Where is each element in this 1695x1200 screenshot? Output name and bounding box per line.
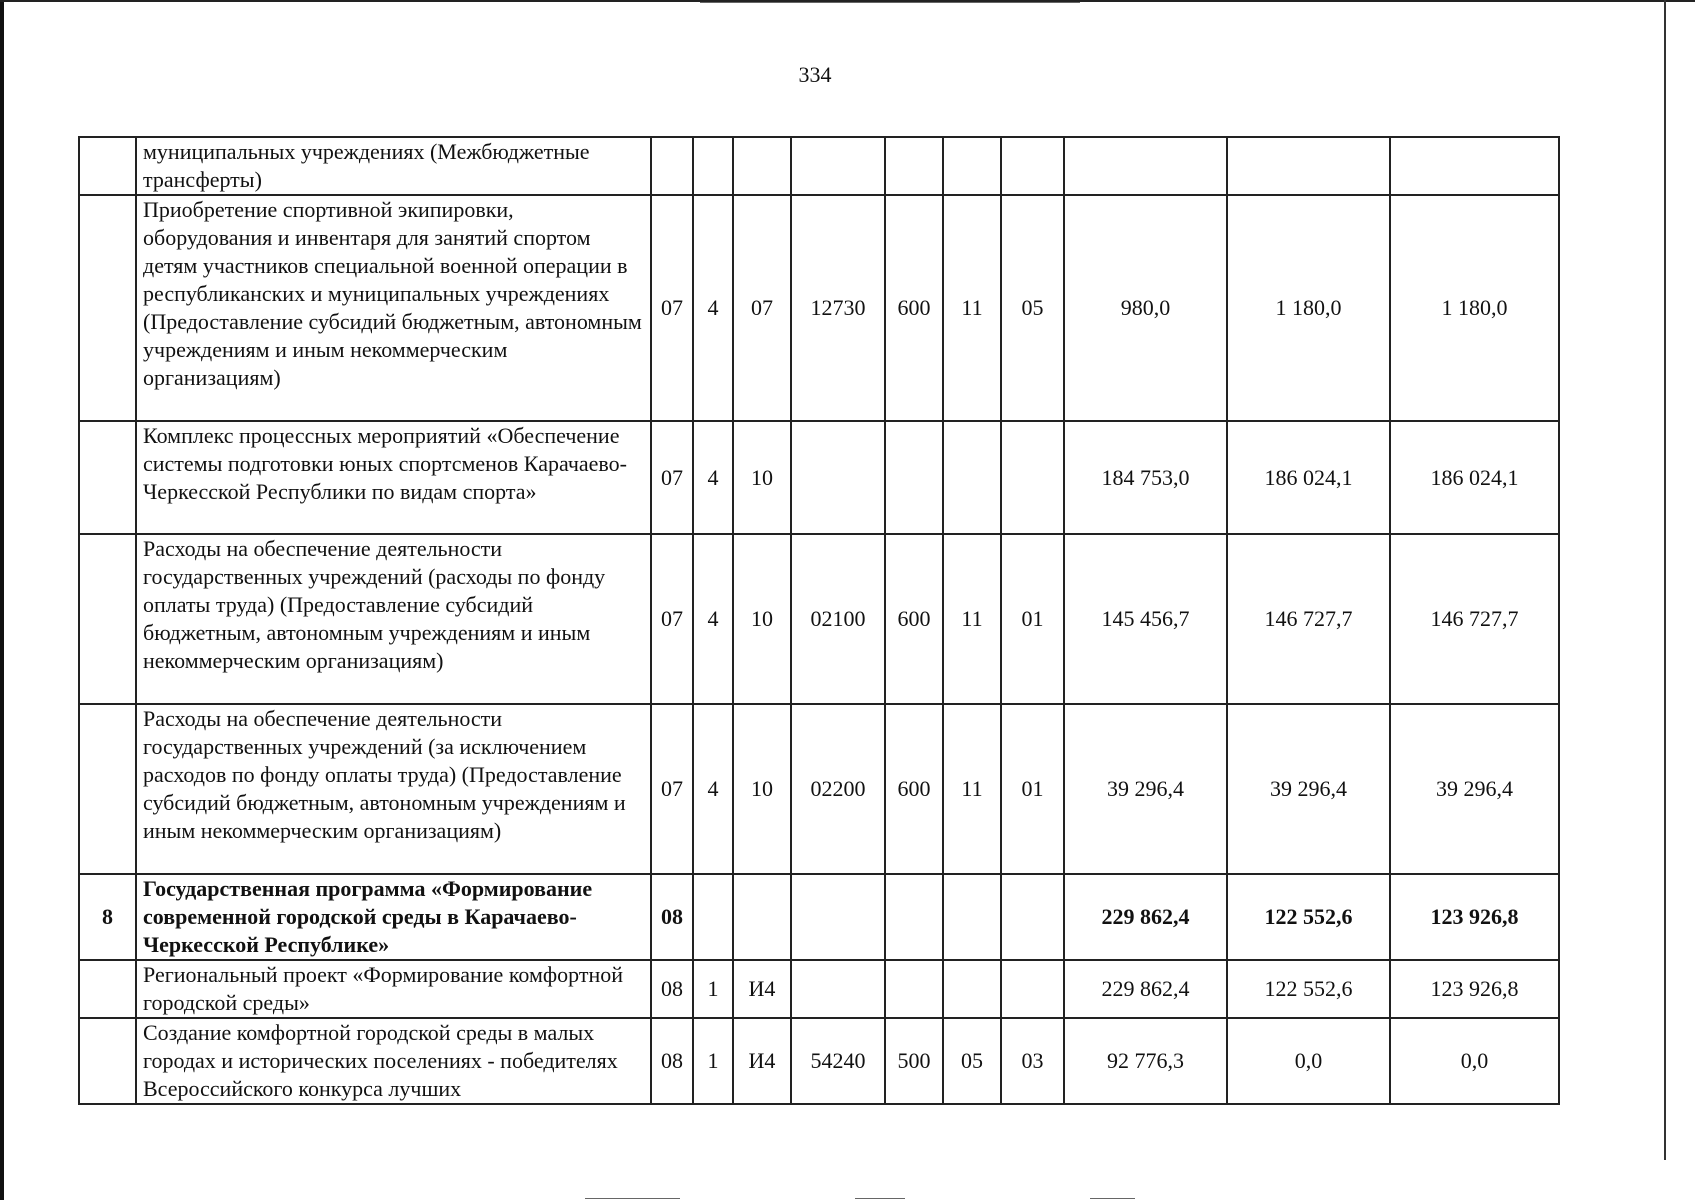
code-cell [943, 960, 1001, 1018]
code-cell: 12730 [791, 195, 885, 421]
scan-mark [585, 1198, 680, 1199]
amount-cell: 1 180,0 [1390, 195, 1559, 421]
code-cell [943, 421, 1001, 534]
code-cell [1001, 874, 1064, 960]
code-cell: 600 [885, 534, 943, 704]
row-name-cell: Создание комфортной городской среды в малых городах и исторических поселениях - победителях Всероссийского конкурса лучших [136, 1018, 651, 1104]
row-number-cell [79, 421, 136, 534]
code-cell: 05 [1001, 195, 1064, 421]
amount-cell: 980,0 [1064, 195, 1227, 421]
amount-cell: 229 862,4 [1064, 960, 1227, 1018]
amount-cell: 39 296,4 [1064, 704, 1227, 874]
amount-cell: 0,0 [1390, 1018, 1559, 1104]
code-cell [791, 960, 885, 1018]
code-cell: 10 [733, 534, 791, 704]
row-number-cell [79, 137, 136, 195]
code-cell [1001, 137, 1064, 195]
code-cell: 500 [885, 1018, 943, 1104]
amount-cell [1064, 137, 1227, 195]
code-cell [791, 421, 885, 534]
row-name-cell: Приобретение спортивной экипировки, оборудования и инвентаря для занятий спортом детям участников специальной военной операции в республиканских и муниципальных учреждениях (Предоставление субсидий бюджетным, автономным учреждениям и иным некоммерческим организациям) [136, 195, 651, 421]
scan-mark [855, 1198, 905, 1199]
code-cell: 03 [1001, 1018, 1064, 1104]
code-cell [651, 137, 693, 195]
table-row [79, 704, 1559, 874]
table-row-program [79, 874, 1559, 960]
amount-cell: 1 180,0 [1227, 195, 1390, 421]
code-cell [733, 874, 791, 960]
page-edge-left [0, 0, 4, 1200]
code-cell [885, 874, 943, 960]
code-cell: 02100 [791, 534, 885, 704]
amount-cell: 123 926,8 [1390, 960, 1559, 1018]
amount-cell [1390, 137, 1559, 195]
code-cell: 07 [651, 534, 693, 704]
amount-cell: 92 776,3 [1064, 1018, 1227, 1104]
amount-cell: 229 862,4 [1064, 874, 1227, 960]
code-cell: 54240 [791, 1018, 885, 1104]
amount-cell: 184 753,0 [1064, 421, 1227, 534]
table-row [79, 195, 1559, 421]
row-number-cell [79, 534, 136, 704]
row-name-cell: муниципальных учреждениях (Межбюджетные трансферты) [136, 137, 651, 195]
code-cell [1001, 960, 1064, 1018]
row-number-cell [79, 1018, 136, 1104]
amount-cell [1227, 137, 1390, 195]
amount-cell: 39 296,4 [1390, 704, 1559, 874]
code-cell: 01 [1001, 534, 1064, 704]
table-row [79, 421, 1559, 534]
code-cell: 600 [885, 704, 943, 874]
code-cell [693, 137, 733, 195]
amount-cell: 122 552,6 [1227, 874, 1390, 960]
code-cell: 10 [733, 704, 791, 874]
scan-mark [700, 2, 1080, 3]
code-cell [943, 874, 1001, 960]
code-cell: 05 [943, 1018, 1001, 1104]
code-cell [885, 421, 943, 534]
code-cell: 10 [733, 421, 791, 534]
code-cell [943, 137, 1001, 195]
code-cell: 11 [943, 534, 1001, 704]
code-cell: 07 [651, 195, 693, 421]
code-cell [885, 960, 943, 1018]
amount-cell: 186 024,1 [1390, 421, 1559, 534]
code-cell: 08 [651, 960, 693, 1018]
code-cell [791, 137, 885, 195]
code-cell: 01 [1001, 704, 1064, 874]
amount-cell: 146 727,7 [1390, 534, 1559, 704]
code-cell [791, 874, 885, 960]
row-name-cell: Расходы на обеспечение деятельности государственных учреждений (расходы по фонду оплаты труда) (Предоставление субсидий бюджетным, автономным учреждениям и иным некоммерческим организациям) [136, 534, 651, 704]
code-cell: 4 [693, 704, 733, 874]
code-cell: 4 [693, 421, 733, 534]
row-number-cell [79, 704, 136, 874]
code-cell: 1 [693, 960, 733, 1018]
budget-table [78, 136, 1560, 1105]
table-row [79, 534, 1559, 704]
row-name-cell: Государственная программа «Формирование современной городской среды в Карачаево-Черкесской Республике» [136, 874, 651, 960]
code-cell: 07 [651, 421, 693, 534]
code-cell: 07 [733, 195, 791, 421]
table-row [79, 960, 1559, 1018]
code-cell [1001, 421, 1064, 534]
code-cell: 07 [651, 704, 693, 874]
code-cell: 4 [693, 534, 733, 704]
code-cell: 08 [651, 1018, 693, 1104]
code-cell: И4 [733, 960, 791, 1018]
row-name-cell: Региональный проект «Формирование комфортной городской среды» [136, 960, 651, 1018]
amount-cell: 122 552,6 [1227, 960, 1390, 1018]
amount-cell: 123 926,8 [1390, 874, 1559, 960]
code-cell [693, 874, 733, 960]
row-number-cell: 8 [79, 874, 136, 960]
amount-cell: 145 456,7 [1064, 534, 1227, 704]
amount-cell: 0,0 [1227, 1018, 1390, 1104]
code-cell: 11 [943, 704, 1001, 874]
code-cell: 1 [693, 1018, 733, 1104]
code-cell: 11 [943, 195, 1001, 421]
amount-cell: 186 024,1 [1227, 421, 1390, 534]
code-cell [885, 137, 943, 195]
table-row [79, 1018, 1559, 1104]
code-cell: И4 [733, 1018, 791, 1104]
row-number-cell [79, 960, 136, 1018]
amount-cell: 146 727,7 [1227, 534, 1390, 704]
code-cell: 4 [693, 195, 733, 421]
code-cell [733, 137, 791, 195]
table-row [79, 137, 1559, 195]
code-cell: 02200 [791, 704, 885, 874]
row-name-cell: Расходы на обеспечение деятельности государственных учреждений (за исключением расходов по фонду оплаты труда) (Предоставление субсидий бюджетным, автономным учреждениям и иным некоммерческим организациям) [136, 704, 651, 874]
code-cell: 600 [885, 195, 943, 421]
page-number: 334 [798, 62, 832, 87]
page-edge-right [1664, 0, 1666, 1160]
amount-cell: 39 296,4 [1227, 704, 1390, 874]
code-cell: 08 [651, 874, 693, 960]
row-number-cell [79, 195, 136, 421]
row-name-cell: Комплекс процессных мероприятий «Обеспечение системы подготовки юных спортсменов Карачаево-Черкесской Республики по видам спорта» [136, 421, 651, 534]
scan-mark [1090, 1198, 1135, 1199]
